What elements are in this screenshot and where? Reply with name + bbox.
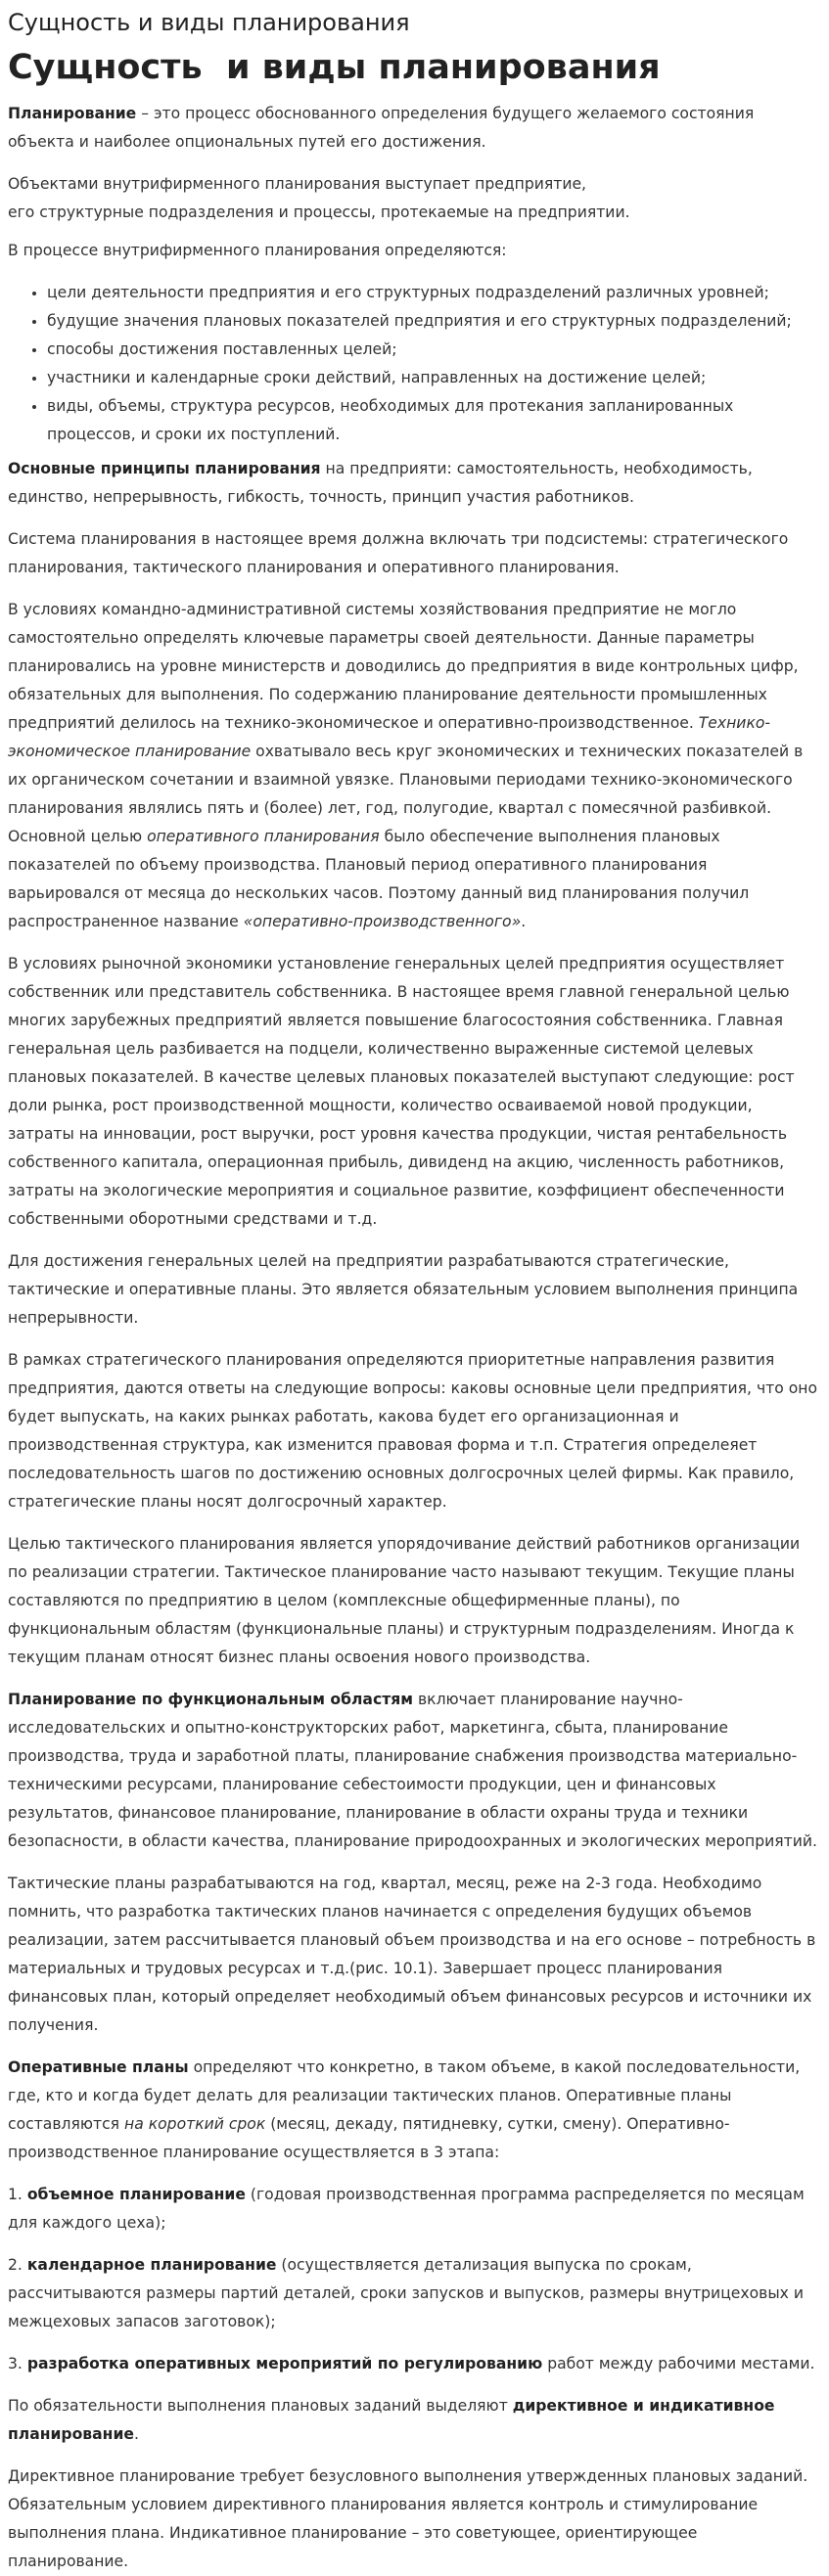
- paragraph-tactical: Целью тактического планирования является упорядочивание действий работников организации по реализации стратегии. Тактическое планирование часто называют текущим. Текущие планы составляются по предприятию в целом (комплексные общефирменные планы), по функциональным областям (функциональные планы) и структурным подразделениям. Иногда к текущим планам относят бизнес планы освоения нового производства.: [8, 1535, 801, 1666]
- list-item: • цели деятельности предприятия и его структурных подразделений различных уровней;: [47, 279, 821, 307]
- stage-3: [8, 2350, 821, 2378]
- term-directive-indicative: директивное и индикативное планирование: [8, 2397, 775, 2443]
- term-operational: оперативного планирования: [147, 828, 380, 845]
- stage-title: разработка оперативных мероприятий по регулированию: [26, 2355, 543, 2373]
- stage-title: календарное планирование: [26, 2256, 277, 2274]
- paragraph-general-goals: Для достижения генеральных целей на предприятии разрабатываются стратегические, тактические и оперативные планы. Это является обязательным условием выполнения принципа непрерывности.: [8, 1252, 799, 1327]
- paragraph-text: определяют что конкретно, в таком объеме, в какой последовательности, где, кто и когда будет делать для реализации тактических планов. Оперативные планы составляются: [8, 2058, 801, 2133]
- paragraph-text: .: [521, 913, 527, 930]
- list-item: • будущие значения плановых показателей предприятия и его структурных подразделений;: [47, 307, 821, 336]
- paragraph-text: По обязательности выполнения плановых заданий выделяют: [8, 2397, 513, 2415]
- bullet-list: [8, 279, 821, 449]
- paragraph-command-economy: [8, 596, 821, 936]
- paragraph-text: работ между рабочими местами.: [542, 2355, 815, 2373]
- term-principles: Основные принципы планирования: [8, 460, 321, 477]
- term-functional: Планирование по функциональным областям: [8, 1691, 413, 1708]
- paragraph-definition: [8, 100, 821, 157]
- term-planning: Планирование: [8, 105, 137, 122]
- stage-2: [8, 2251, 821, 2336]
- paragraph-directive-indicative: [8, 2392, 821, 2449]
- paragraph-subsystems: Система планирования в настоящее время должна включать три подсистемы: стратегического планирования, тактического планирования и оперативного планирования.: [8, 530, 789, 576]
- term-short-term: на короткий срок: [124, 2115, 266, 2133]
- stage-number: 1.: [8, 2186, 27, 2203]
- stage-1: [8, 2181, 821, 2237]
- stage-number: 3.: [8, 2355, 27, 2373]
- paragraph-list-intro: В процессе внутрифирменного планирования определяются:: [8, 242, 507, 259]
- article: [0, 4, 829, 2576]
- paragraph-text: В условиях командно-административной системы хозяйствования предприятие не могло самостоятельно определять ключевые параметры своей деятельности. Данные параметры планировались на уровне министерств и доводились до предприятия в виде контрольных цифр, обязательных для выполнения. По содержанию планирование деятельности промышленных предприятий делилось на технико-экономическое и оперативно-производственное.: [8, 601, 799, 732]
- paragraph-strategic: В рамках стратегического планирования определяются приоритетные направления развития предприятия, даются ответы на следующие вопросы: каковы основные цели предприятия, что оно будет выпускать, на каких рынках работать, какова будет его организационная и производственная структура, как изменится правовая форма и т.п. Стратегия определеяет последовательность шагов по достижению основных долгосрочных целей фирмы. Как правило, стратегические планы носят долгосрочный характер.: [8, 1351, 818, 1511]
- paragraph-tactical-plans: Тактические планы разрабатываются на год, квартал, месяц, реже на 2-3 года. Необходимо помнить, что разработка тактических планов начинается с определения будущих объемов реализации, затем рассчитывается плановый объем производства и на его основе – потребность в материальных и трудовых ресурсах и т.д.(рис. 10.1). Завершает процесс планирования финансовых план, который определяет необходимый объем финансовых ресурсов и источники их получения.: [8, 1875, 816, 2034]
- paragraph-text: (годовая производственная программа распределяется по месяцам для каждого цеха);: [8, 2186, 805, 2232]
- stage-title: объемное планирование: [26, 2186, 246, 2203]
- page-title: Сущность и виды планирования: [8, 9, 410, 36]
- paragraph-text: было обеспечение выполнения плановых показателей по объему производства. Плановый период оперативного планирования варьировался от месяца до нескольких часов. Поэтому данный вид планирования получил распространенное название: [8, 828, 750, 930]
- term-tech-econ: Технико-экономическое планирование: [8, 714, 771, 760]
- list-item: • виды, объемы, структура ресурсов, необходимых для протекания запланированных процессов, и сроки их поступлений.: [47, 392, 821, 449]
- paragraph-principles: [8, 455, 821, 512]
- paragraph-text: – это процесс обоснованного определения будущего желаемого состояния объекта и наиболее опциональных путей его достижения.: [8, 105, 755, 151]
- term-operational-plans: Оперативные планы: [8, 2058, 189, 2076]
- list-item: • участники и календарные сроки действий, направленных на достижение целей;: [47, 364, 821, 392]
- paragraph-objects: [8, 170, 821, 227]
- paragraph-text: (месяц, декаду, пятидневку, сутки, смену). Оперативно-производственное планирование осуществляется в 3 этапа:: [8, 2115, 730, 2161]
- paragraph-text: на предприяти: самостоятельность, необходимость, единство, непрерывность, гибкость, точность, принцип участия работников.: [8, 460, 753, 506]
- stage-number: 2.: [8, 2256, 27, 2274]
- paragraph-text: его структурные подразделения и процессы, протекаемые на предприятии.: [8, 203, 630, 221]
- paragraph-market-economy: В условиях рыночной экономики установление генеральных целей предприятия осуществляет собственник или представитель собственника. В настоящее время главной генеральной целью многих зарубежных предприятий является повышение благосостояния собственника. Главная генеральная цель разбивается на подцели, количественно выраженные системой целевых плановых показателей. В качестве целевых плановых показателей выступают следующие: рост доли рынка, рост производственной мощности, количество осваиваемой новой продукции, затраты на инновации, рост выручки, рост уровня качества продукции, чистая рентабельность собственного капитала, операционная прибыль, дивиденд на акцию, численность работников, затраты на экологические мероприятия и социальное развитие, коэффициент обеспеченности собственными оборотными средствами и т.д.: [8, 955, 795, 1228]
- article-heading: Сущность и виды планирования: [8, 48, 661, 87]
- paragraph-text: Объектами внутрифирменного планирования выступает предприятие,: [8, 175, 587, 193]
- paragraph-text: (осуществляется детализация выпуска по срокам, рассчитываются размеры партий деталей, сроки запусков и выпусков, размеры внутрицеховых и межцеховых запасов заготовок);: [8, 2256, 804, 2330]
- list-item: • способы достижения поставленных целей;: [47, 336, 821, 364]
- paragraph-text: включает планирование научно-исследовательских и опытно-конструкторских работ, маркетинга, сбыта, планирование производства, труда и заработной платы, планирование снабжения производства материально-техническими ресурсами, планирование себестоимости продукции, цен и финансовых результатов, финансовое планирование, планирование в области охраны труда и техники безопасности, в области качества, планирование природоохранных и экологических мероприятий.: [8, 1691, 817, 1850]
- term-oper-prod: «оперативно-производственного»: [243, 913, 522, 930]
- paragraph-text: .: [133, 2425, 139, 2443]
- paragraph-directive: Директивное планирование требует безусловного выполнения утвержденных плановых заданий. Обязательным условием директивного планирования является контроль и стимулирование выполнения плана. Индикативное планирование – это советующее, ориентирующее планирование.: [8, 2467, 808, 2570]
- paragraph-operational: [8, 2054, 821, 2167]
- paragraph-functional: [8, 1686, 821, 1856]
- paragraph-text: охватывало весь круг экономических и технических показателей в их органическом сочетании и взаимной увязке. Плановыми периодами технико-экономического планирования являлись пять и (более) лет, год, полугодие, квартал с помесячной разбивкой. Основной целью: [8, 743, 804, 845]
